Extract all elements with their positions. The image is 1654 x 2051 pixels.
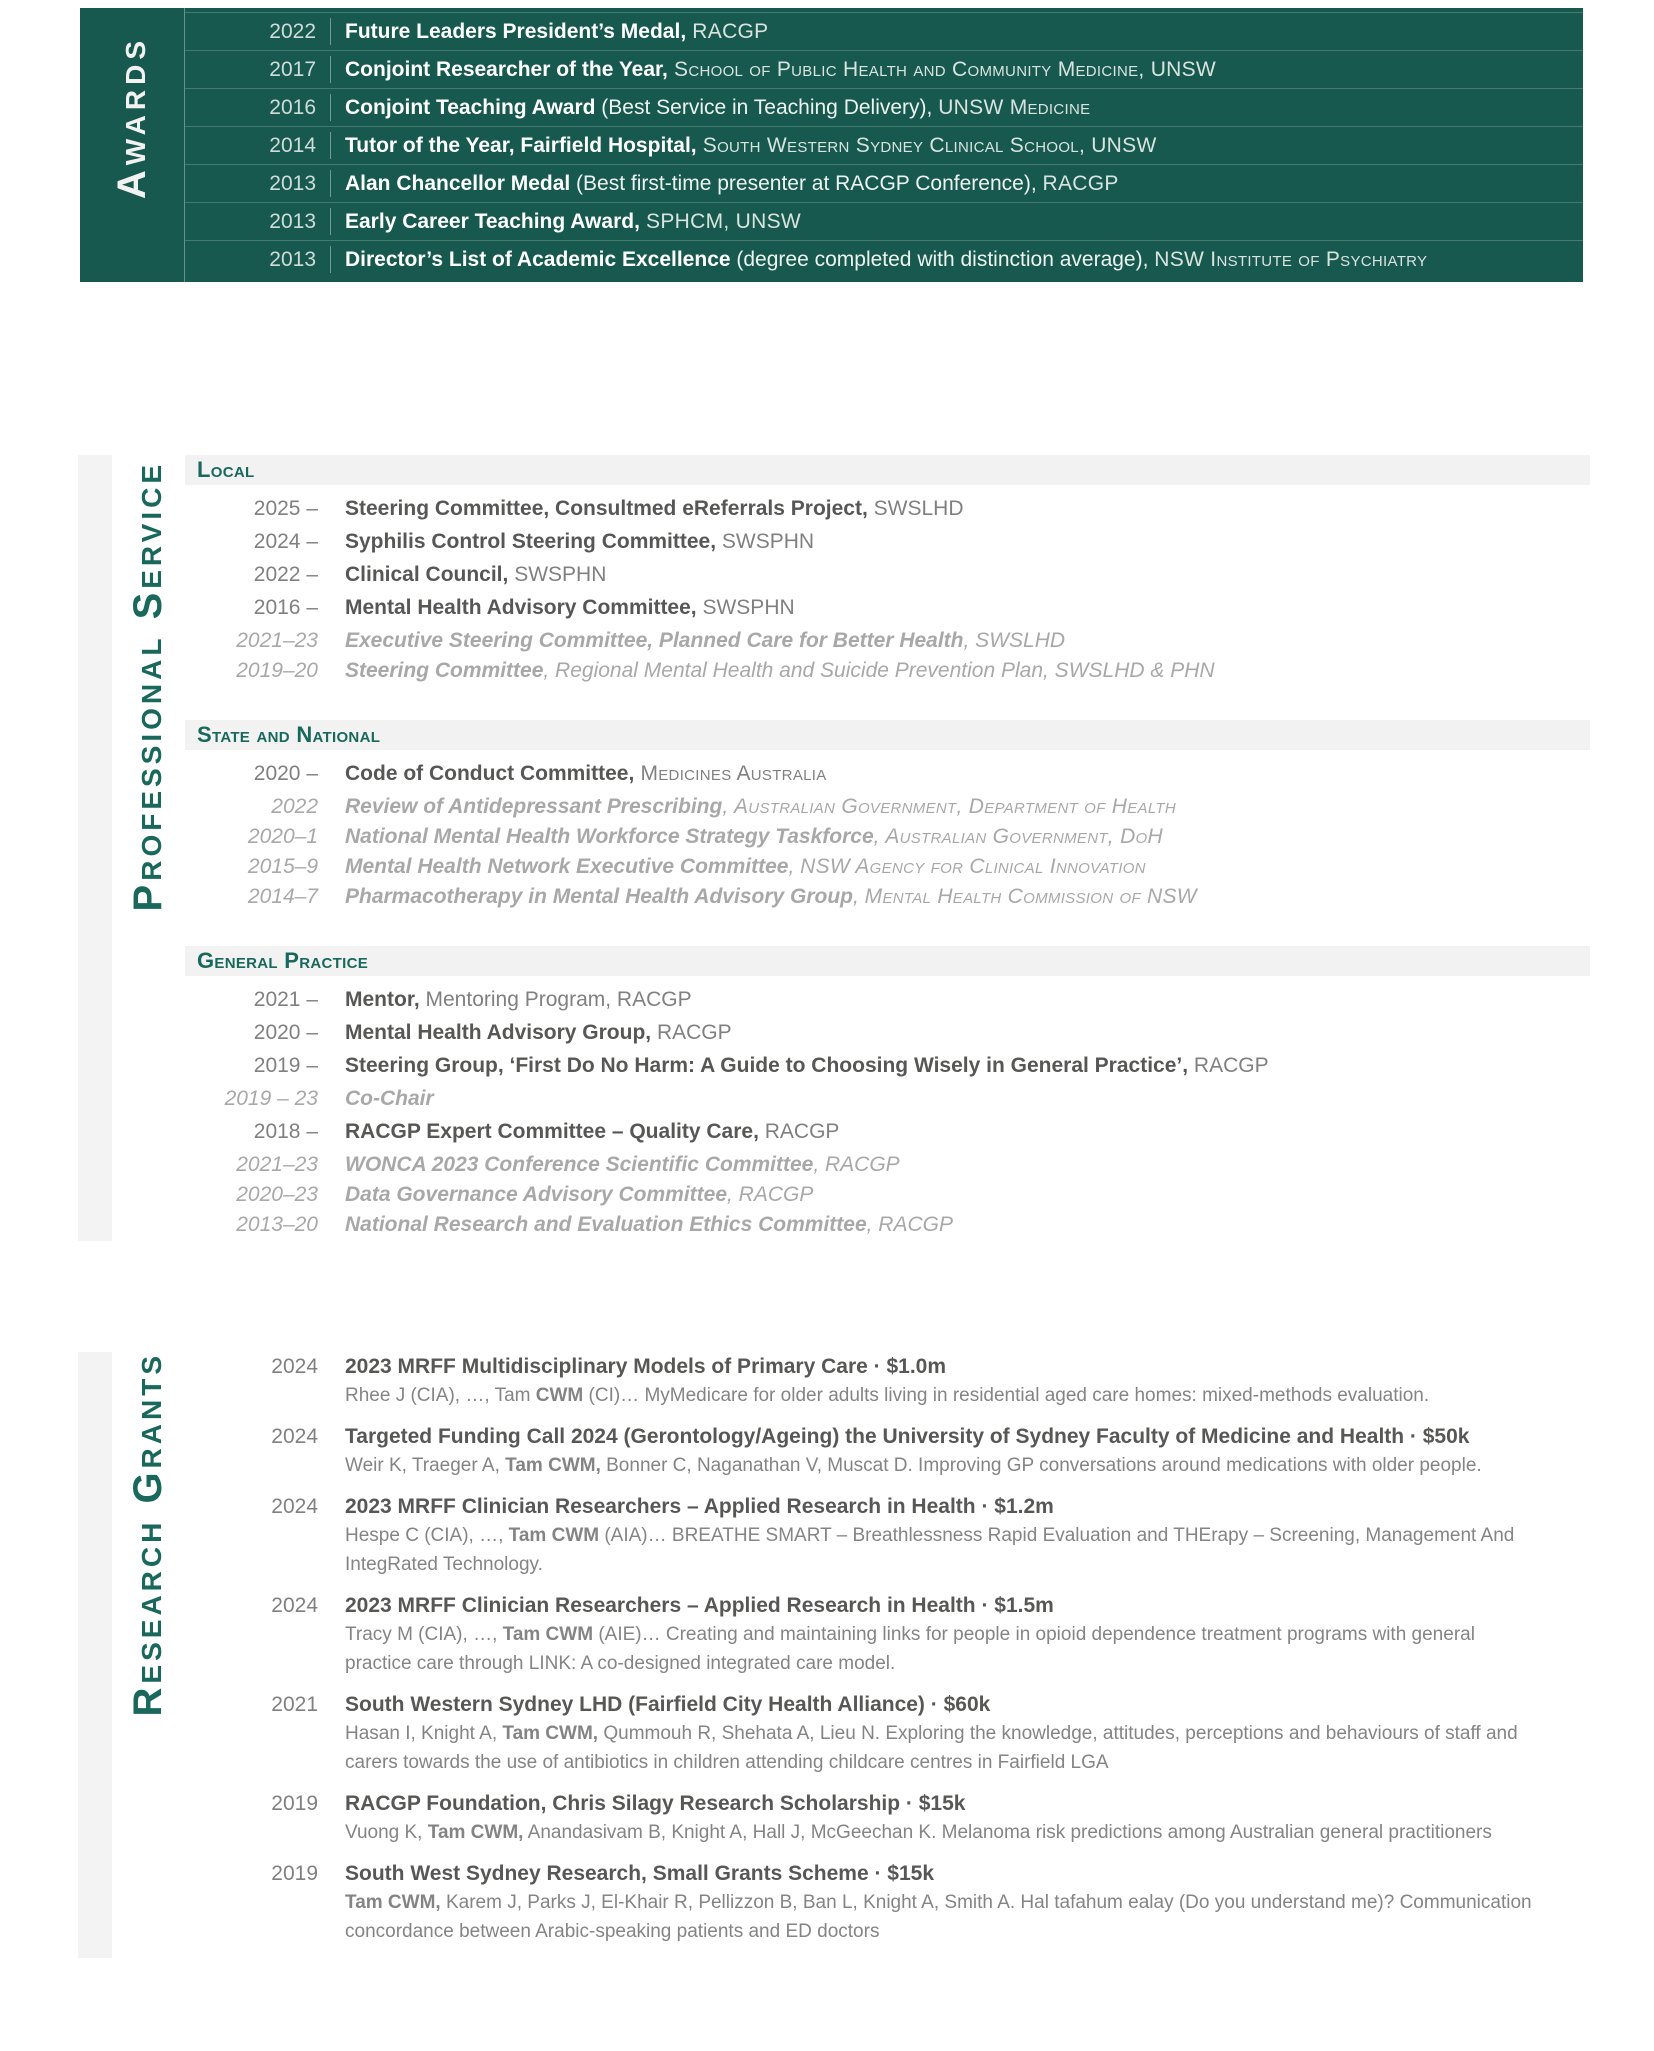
entry-year: 2018 – [253, 1120, 318, 1143]
entry-year: 2021–23 [236, 629, 318, 652]
service-entry [185, 1019, 1590, 1046]
grant-title: 2023 MRFF Multidisciplinary Models of Primary Care · $1.0m [345, 1355, 947, 1378]
grant-entry [185, 1859, 1590, 1946]
service-entry [185, 657, 1590, 684]
award-row [185, 12, 1583, 50]
entry-text: Steering Group, ‘First Do No Harm: A Guide to Choosing Wisely in General Practice’, RACGP [345, 1054, 1269, 1077]
grant-title: South West Sydney Research, Small Grants Scheme · $15k [345, 1862, 935, 1885]
service-entry [185, 1118, 1590, 1145]
grant-body [318, 1690, 1556, 1777]
service-entry [185, 793, 1590, 820]
entry-text: Steering Committee, Consultmed eReferrals Project, SWSLHD [345, 497, 964, 520]
service-entry [185, 986, 1590, 1013]
award-text: Tutor of the Year, Fairfield Hospital, South Western Sydney Clinical School, UNSW [330, 132, 1583, 159]
award-year: 2013 [269, 172, 316, 195]
grant-title: South Western Sydney LHD (Fairfield City Health Alliance) · $60k [345, 1693, 991, 1716]
grant-body [318, 1859, 1556, 1946]
grant-entry [185, 1492, 1590, 1579]
entry-text: Pharmacotherapy in Mental Health Advisory Group, Mental Health Commission of NSW [345, 885, 1197, 908]
entry-text: Clinical Council, SWSPHN [345, 563, 607, 586]
award-text: Director’s List of Academic Excellence (degree completed with distinction average), NSW Institute of Psychiatry [330, 246, 1583, 273]
award-year: 2016 [269, 96, 316, 119]
entry-year: 2020–23 [236, 1183, 318, 1206]
service-entries [185, 986, 1590, 1238]
service-entry [185, 528, 1590, 555]
award-year: 2017 [269, 58, 316, 81]
grant-description: Rhee J (CIA), …, Tam CWM (CI)… MyMedicare for older adults living in residential aged care homes: mixed-methods evaluation. [345, 1385, 1430, 1406]
service-entries [185, 760, 1590, 910]
awards-section [80, 8, 1583, 282]
award-text: Conjoint Teaching Award (Best Service in Teaching Delivery), UNSW Medicine [330, 94, 1583, 121]
service-groups [185, 455, 1590, 1241]
award-row [185, 202, 1583, 240]
entry-year: 2019–20 [236, 659, 318, 682]
grant-description: Tracy M (CIA), …, Tam CWM (AIE)… Creating and maintaining links for people in opioid dependence treatment programs with general practice care through LINK: A co-designed integrated care model. [345, 1624, 1475, 1674]
grant-description: Hespe C (CIA), …, Tam CWM (AIA)… BREATHE SMART – Breathlessness Rapid Evaluation and THErapy – Screening, Management And IntegRated Technology. [345, 1525, 1515, 1575]
award-text: Future Leaders President’s Medal, RACGP [330, 18, 1583, 45]
entry-text: Mentor, Mentoring Program, RACGP [345, 988, 692, 1011]
service-group [185, 946, 1590, 1238]
entry-text: Data Governance Advisory Committee, RACGP [345, 1183, 814, 1206]
award-text: Conjoint Researcher of the Year, School of Public Health and Community Medicine, UNSW [330, 56, 1583, 83]
grant-title: 2023 MRFF Clinician Researchers – Applied Research in Health · $1.5m [345, 1594, 1054, 1617]
grant-year: 2021 [271, 1693, 318, 1716]
grant-year: 2024 [271, 1425, 318, 1448]
service-entries [185, 495, 1590, 684]
grant-year: 2024 [271, 1355, 318, 1378]
award-year: 2022 [269, 20, 316, 43]
label-accent-strip [78, 455, 112, 1241]
entry-text: Mental Health Advisory Committee, SWSPHN [345, 596, 795, 619]
entry-year: 2024 – [253, 530, 318, 553]
label-accent-strip [78, 1352, 112, 1958]
award-row [185, 50, 1583, 88]
grant-entry [185, 1690, 1590, 1777]
service-entry [185, 1151, 1590, 1178]
entry-year: 2021–23 [236, 1153, 318, 1176]
service-entry [185, 1211, 1590, 1238]
grant-body [318, 1492, 1556, 1579]
entry-year: 2015–9 [247, 855, 318, 878]
grant-entry [185, 1789, 1590, 1847]
grant-entry [185, 1352, 1590, 1410]
grant-year: 2024 [271, 1495, 318, 1518]
entry-text: Mental Health Advisory Group, RACGP [345, 1021, 732, 1044]
entry-text: Steering Committee, Regional Mental Health and Suicide Prevention Plan, SWSLHD & PHN [345, 659, 1215, 682]
service-group [185, 455, 1590, 684]
entry-year: 2022 – [253, 563, 318, 586]
grants-list [185, 1352, 1590, 1958]
award-year: 2013 [269, 210, 316, 233]
entry-text: Code of Conduct Committee, Medicines Australia [345, 762, 827, 785]
service-group [185, 720, 1590, 910]
entry-text: National Mental Health Workforce Strategy Taskforce, Australian Government, DoH [345, 825, 1163, 848]
service-entry [185, 561, 1590, 588]
entry-text: Co-Chair [345, 1087, 434, 1110]
entry-year: 2013–20 [236, 1213, 318, 1236]
service-entry [185, 760, 1590, 787]
entry-year: 2020–1 [247, 825, 318, 848]
award-row [185, 164, 1583, 202]
service-entry [185, 627, 1590, 654]
service-entry [185, 853, 1590, 880]
award-row [185, 240, 1583, 278]
grant-year: 2019 [271, 1792, 318, 1815]
award-row [185, 88, 1583, 126]
grant-title: 2023 MRFF Clinician Researchers – Applied Research in Health · $1.2m [345, 1495, 1054, 1518]
grant-title: Targeted Funding Call 2024 (Gerontology/Ageing) the University of Sydney Faculty of Medicine and Health · $50k [345, 1425, 1470, 1448]
group-heading: General Practice [185, 946, 1590, 976]
entry-year: 2014–7 [247, 885, 318, 908]
entry-text: National Research and Evaluation Ethics Committee, RACGP [345, 1213, 953, 1236]
service-entry [185, 1085, 1590, 1112]
entry-year: 2019 – 23 [224, 1087, 318, 1110]
grant-body [318, 1352, 1556, 1410]
award-row [185, 126, 1583, 164]
group-heading: Local [185, 455, 1590, 485]
entry-year: 2022 [271, 795, 318, 818]
grant-year: 2024 [271, 1594, 318, 1617]
entry-text: Mental Health Network Executive Committee, NSW Agency for Clinical Innovation [345, 855, 1146, 878]
grant-body [318, 1789, 1556, 1847]
grant-description: Tam CWM, Karem J, Parks J, El-Khair R, Pellizzon B, Ban L, Knight A, Smith A. Hal tafahum ealay (Do you understand me)? Communication concordance between Arabic-speaking patients and ED doctors [345, 1892, 1532, 1942]
award-year: 2013 [269, 248, 316, 271]
entry-year: 2020 – [253, 1021, 318, 1044]
entry-year: 2021 – [253, 988, 318, 1011]
entry-year: 2016 – [253, 596, 318, 619]
grant-title: RACGP Foundation, Chris Silagy Research Scholarship · $15k [345, 1792, 966, 1815]
grant-body [318, 1422, 1556, 1480]
grants-label-column [112, 1352, 185, 1716]
grant-body [318, 1591, 1556, 1678]
award-year: 2014 [269, 134, 316, 157]
grant-year: 2019 [271, 1862, 318, 1885]
grant-entry [185, 1591, 1590, 1678]
service-vertical-label: Professional Service [126, 461, 170, 912]
professional-service-section [78, 455, 1590, 1241]
service-entry [185, 1181, 1590, 1208]
grants-vertical-label: Research Grants [126, 1352, 170, 1717]
service-entry [185, 594, 1590, 621]
awards-vertical-label: Awards [109, 35, 154, 200]
grant-description: Vuong K, Tam CWM, Anandasivam B, Knight A, Hall J, McGeechan K. Melanoma risk predictions among Australian general practitioners [345, 1822, 1492, 1843]
awards-label-column [80, 8, 185, 282]
entry-text: Review of Antidepressant Prescribing, Australian Government, Department of Health [345, 795, 1176, 818]
entry-year: 2025 – [253, 497, 318, 520]
grant-entry [185, 1422, 1590, 1480]
entry-year: 2020 – [253, 762, 318, 785]
entry-text: RACGP Expert Committee – Quality Care, RACGP [345, 1120, 840, 1143]
service-entry [185, 495, 1590, 522]
research-grants-section [78, 1352, 1590, 1958]
service-entry [185, 1052, 1590, 1079]
entry-text: WONCA 2023 Conference Scientific Committee, RACGP [345, 1153, 900, 1176]
service-entry [185, 883, 1590, 910]
award-text: Alan Chancellor Medal (Best first-time presenter at RACGP Conference), RACGP [330, 170, 1583, 197]
entry-year: 2019 – [253, 1054, 318, 1077]
entry-text: Executive Steering Committee, Planned Care for Better Health, SWSLHD [345, 629, 1066, 652]
service-label-column [112, 455, 185, 1241]
grant-description: Weir K, Traeger A, Tam CWM, Bonner C, Naganathan V, Muscat D. Improving GP conversations around medications with older people. [345, 1455, 1482, 1476]
awards-list [185, 8, 1583, 282]
grant-description: Hasan I, Knight A, Tam CWM, Qummouh R, Shehata A, Lieu N. Exploring the knowledge, attitudes, perceptions and behaviours of staff and carers towards the use of antibiotics in children attending childcare centres in Fairfield LGA [345, 1723, 1518, 1773]
entry-text: Syphilis Control Steering Committee, SWSPHN [345, 530, 815, 553]
group-heading: State and National [185, 720, 1590, 750]
award-text: Early Career Teaching Award, SPHCM, UNSW [330, 208, 1583, 235]
service-entry [185, 823, 1590, 850]
